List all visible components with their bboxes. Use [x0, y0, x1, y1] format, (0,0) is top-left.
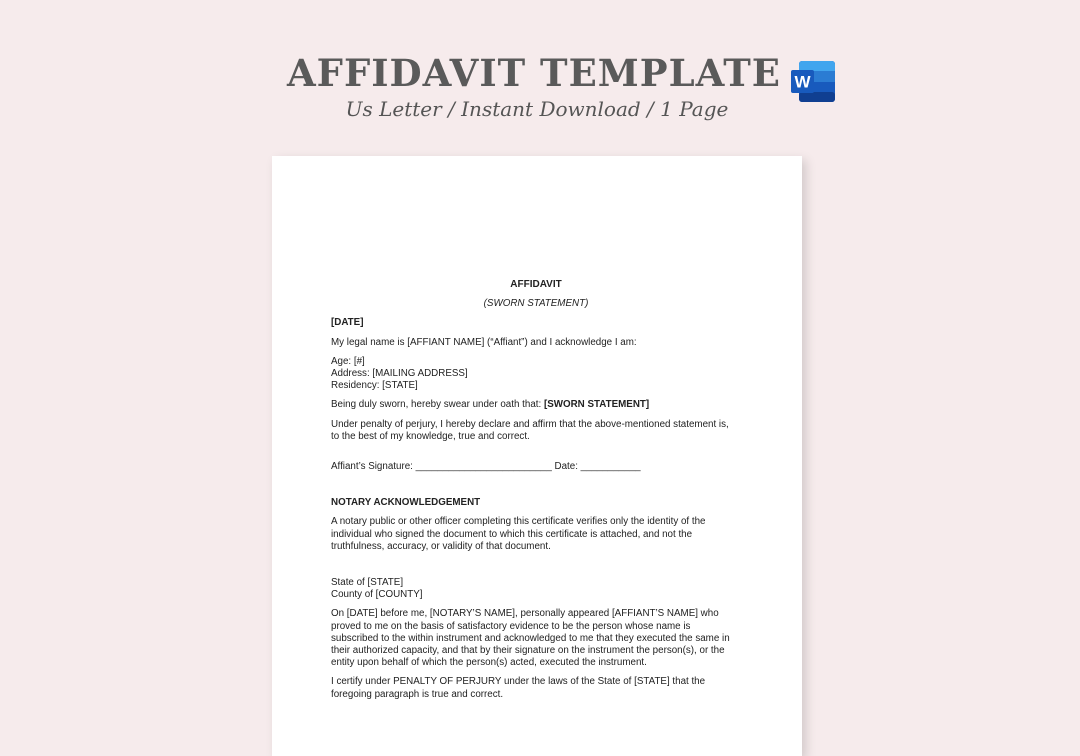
- affiant-details: [331, 356, 741, 393]
- notary-paragraph: [331, 516, 741, 553]
- penalty-line: to the best of my knowledge, true and correct.: [331, 430, 530, 442]
- document-heading: AFFIDAVIT: [510, 279, 562, 290]
- venue-block: [331, 577, 741, 601]
- residency-line: Residency: [STATE]: [331, 380, 418, 392]
- signature-line: Affiant’s Signature: _________________________ Date: ___________: [331, 461, 641, 473]
- address-line: Address: [MAILING ADDRESS]: [331, 368, 468, 380]
- county-line: County of [COUNTY]: [331, 589, 423, 601]
- appeared-line: their authorized capacity, and that by their signature on the instrument the person(s), or the: [331, 645, 725, 657]
- appeared-line: On [DATE] before me, [NOTARY’S NAME], personally appeared [AFFIANT’S NAME] who: [331, 608, 719, 620]
- appeared-line: proved to me on the basis of satisfactory evidence to be the person whose name is: [331, 620, 691, 632]
- document-subheading: (SWORN STATEMENT): [483, 298, 589, 310]
- svg-text:W: W: [794, 72, 811, 92]
- appeared-line: subscribed to the within instrument and acknowledged to me that they executed the same in: [331, 632, 730, 644]
- certify-line: foregoing paragraph is true and correct.: [331, 688, 504, 700]
- microsoft-word-icon: [791, 61, 835, 102]
- notary-line: truthfulness, accuracy, or validity of that document.: [331, 540, 551, 552]
- notary-line: individual who signed the document to which this certificate is attached, and not the: [331, 528, 693, 540]
- appeared-line: entity upon behalf of which the person(s) acted, executed the instrument.: [331, 657, 647, 669]
- notary-heading: NOTARY ACKNOWLEDGEMENT: [331, 497, 481, 509]
- notary-line: A notary public or other officer completing this certificate verifies only the identity of the: [331, 516, 706, 528]
- sworn-statement-placeholder: [SWORN STATEMENT]: [543, 399, 650, 411]
- date-placeholder: [DATE]: [331, 317, 364, 329]
- product-subtitle: Us Letter / Instant Download / 1 Page: [345, 97, 729, 121]
- penalty-line: Under penalty of perjury, I hereby declare and affirm that the above-mentioned statement is,: [331, 418, 729, 430]
- appeared-paragraph: [331, 608, 741, 669]
- document-content: [331, 279, 741, 708]
- certify-paragraph: [331, 676, 741, 700]
- document-page: [272, 156, 802, 756]
- oath-prefix: Being duly sworn, hereby swear under oath that:: [331, 399, 544, 411]
- age-line: Age: [#]: [331, 355, 365, 367]
- product-title: AFFIDAVIT TEMPLATE: [286, 51, 782, 95]
- intro-paragraph: My legal name is [AFFIANT NAME] (“Affiant”) and I acknowledge I am:: [331, 336, 637, 348]
- penalty-paragraph: [331, 419, 741, 443]
- certify-line: I certify under PENALTY OF PERJURY under the laws of the State of [STATE] that the: [331, 676, 706, 688]
- oath-paragraph: [331, 399, 741, 411]
- state-line: State of [STATE]: [331, 577, 404, 589]
